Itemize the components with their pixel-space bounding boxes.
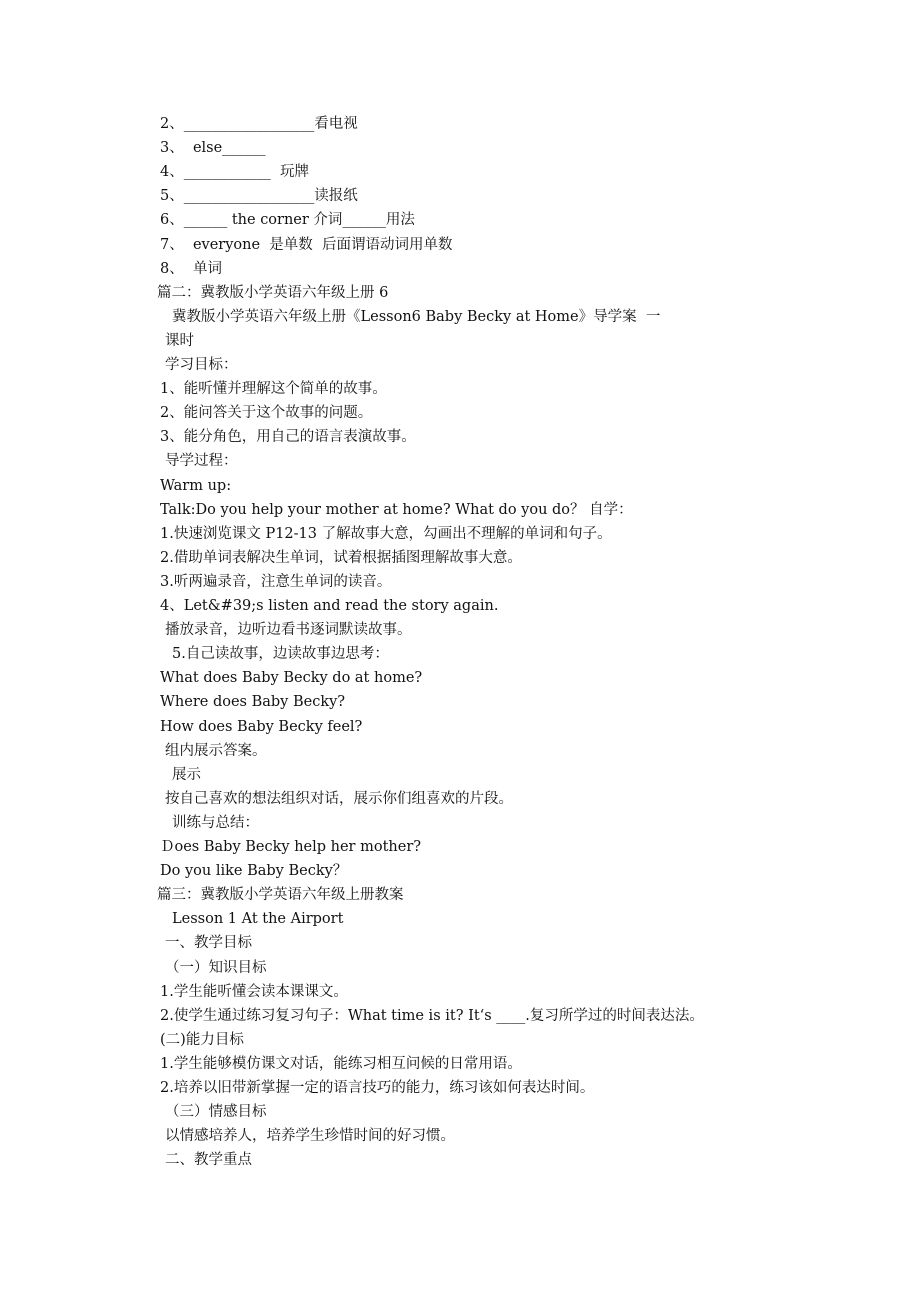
text-line: 3、能分角色，用自己的语言表演故事。 [160,429,416,446]
text-line: 1、能听懂并理解这个简单的故事。 [160,381,387,398]
text-line: Do you like Baby Becky？ [160,863,348,880]
subheading: (二)能力目标 [160,1031,244,1048]
text-line: 2.使学生通过练习复习句子：What time is it? It‘s ____.复习所学过的时间表达法。 [160,1007,704,1024]
text-line: 以情感培养人，培养学生珍惜时间的好习惯。 [165,1128,455,1145]
text-line: 3.听两遍录音，注意生单词的读音。 [160,573,392,590]
text-line: Ｄoes Baby Becky help her mother? [160,839,422,855]
text-line: Warm up: [160,477,232,494]
text-line: 4、Let&#39;s listen and read the story again. [160,598,499,614]
text-line: 播放录音，边听边看书逐词默读故事。 [165,622,412,639]
lesson-title: Lesson 1 At the Airport [172,911,344,928]
subheading: 学习目标： [165,357,238,373]
text-line: 2、能问答关于这个故事的问题。 [160,405,373,422]
text-line: How does Baby Becky feel? [160,718,363,735]
text-line: 2.借助单词表解决生单词，试着根据插图理解故事大意。 [160,549,522,566]
text-line: 1.学生能够模仿课文对话，能练习相互问候的日常用语。 [160,1055,522,1072]
section-heading: 篇二：冀教版小学英语六年级上册 6 [157,284,389,301]
text-line: 1.学生能听懂会读本课课文。 [160,983,348,1000]
text-line: 7、 everyone 是单数 后面谓语动词用单数 [160,236,453,253]
text-line: Where does Baby Becky? [160,694,346,711]
text-line: 8、 单词 [160,260,222,277]
text-line: 3、 else______ [160,140,266,157]
text-line: 1.快速浏览课文 P12-13 了解故事大意，勾画出不理解的单词和句子。 [160,525,612,542]
subheading: 训练与总结： [172,814,259,831]
document-title-continued: 课时 [165,332,194,349]
text-line: 5.自己读故事，边读故事边思考： [172,646,389,663]
text-line: 组内展示答案。 [165,742,267,759]
text-line: 5、__________________读报纸 [160,188,358,205]
text-line: What does Baby Becky do at home? [160,670,423,687]
subheading: 二、教学重点 [165,1152,252,1169]
document-title: 冀教版小学英语六年级上册《Lesson6 Baby Becky at Home》导学案 一 [172,308,661,325]
text-line: 按自己喜欢的想法组织对话，展示你们组喜欢的片段。 [165,790,513,807]
text-line: 2.培养以旧带新掌握一定的语言技巧的能力，练习该如何表达时间。 [160,1080,595,1096]
section-heading: 篇三：冀教版小学英语六年级上册教案 [157,887,404,904]
subheading: 展示 [172,766,201,783]
text-line: 6、______ the corner 介词______用法 [160,212,415,229]
text-line: 4、____________ 玩牌 [160,164,309,181]
subheading: （三）情感目标 [165,1104,267,1121]
text-line: Talk:Do you help your mother at home? What do you do？ 自学： [160,501,633,518]
text-line: 2、__________________看电视 [160,116,358,132]
subheading: 导学过程： [165,453,238,470]
subheading: 一、教学目标 [165,935,252,952]
subheading: （一）知识目标 [165,959,267,976]
